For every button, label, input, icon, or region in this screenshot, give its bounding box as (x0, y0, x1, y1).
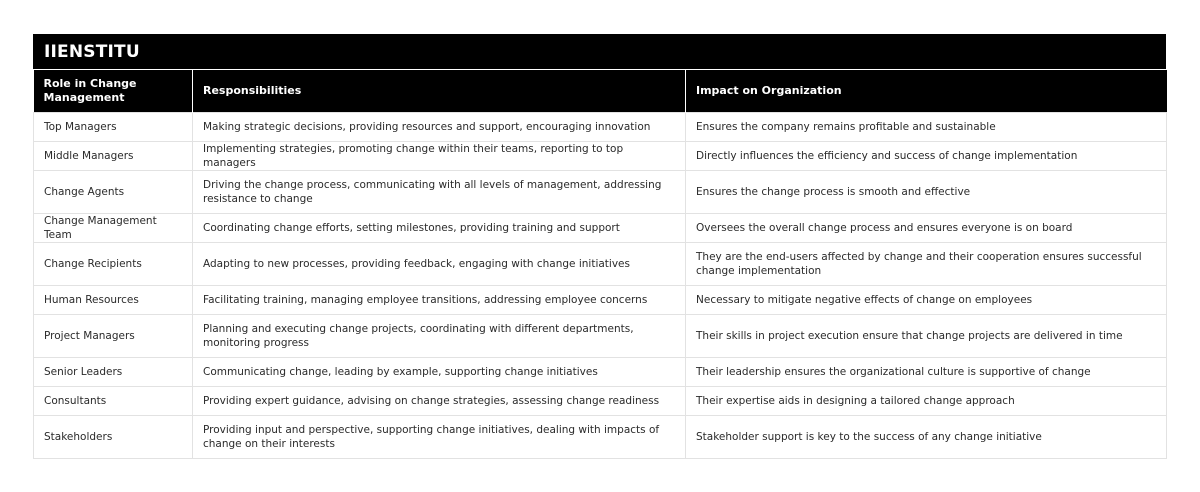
cell-role: Senior Leaders (34, 358, 193, 387)
table-row (34, 315, 1167, 358)
cell-impact: Ensures the change process is smooth and effective (686, 171, 1167, 214)
header-row (34, 70, 1167, 113)
cell-role: Consultants (34, 387, 193, 416)
cell-impact: Their expertise aids in designing a tailored change approach (686, 387, 1167, 416)
header-role: Role in Change Management (34, 70, 193, 113)
cell-responsibilities: Communicating change, leading by example, supporting change initiatives (193, 358, 686, 387)
header-impact: Impact on Organization (686, 70, 1167, 113)
cell-impact: Their leadership ensures the organizational culture is supportive of change (686, 358, 1167, 387)
cell-impact: They are the end-users affected by change and their cooperation ensures successful change implementation (686, 243, 1167, 286)
cell-responsibilities: Driving the change process, communicating with all levels of management, addressing resistance to change (193, 171, 686, 214)
table-row (34, 416, 1167, 459)
cell-role: Change Management Team (34, 214, 193, 243)
table-header (34, 70, 1167, 113)
cell-impact: Oversees the overall change process and ensures everyone is on board (686, 214, 1167, 243)
cell-responsibilities: Facilitating training, managing employee transitions, addressing employee concerns (193, 286, 686, 315)
table-row (34, 243, 1167, 286)
cell-responsibilities: Planning and executing change projects, coordinating with different departments, monitoring progress (193, 315, 686, 358)
table-row (34, 358, 1167, 387)
roles-table (33, 70, 1167, 459)
brand-title-bar (33, 34, 1166, 70)
cell-impact: Ensures the company remains profitable and sustainable (686, 113, 1167, 142)
content-table-wrapper (33, 34, 1166, 459)
cell-impact: Their skills in project execution ensure that change projects are delivered in time (686, 315, 1167, 358)
cell-responsibilities: Providing expert guidance, advising on change strategies, assessing change readiness (193, 387, 686, 416)
cell-role: Stakeholders (34, 416, 193, 459)
cell-role: Middle Managers (34, 142, 193, 171)
table-row (34, 214, 1167, 243)
table-row (34, 113, 1167, 142)
cell-role: Top Managers (34, 113, 193, 142)
cell-responsibilities: Implementing strategies, promoting change within their teams, reporting to top managers (193, 142, 686, 171)
cell-role: Project Managers (34, 315, 193, 358)
header-responsibilities: Responsibilities (193, 70, 686, 113)
cell-impact: Directly influences the efficiency and success of change implementation (686, 142, 1167, 171)
table-row (34, 387, 1167, 416)
cell-responsibilities: Making strategic decisions, providing resources and support, encouraging innovation (193, 113, 686, 142)
cell-responsibilities: Adapting to new processes, providing feedback, engaging with change initiatives (193, 243, 686, 286)
cell-role: Change Agents (34, 171, 193, 214)
cell-impact: Necessary to mitigate negative effects of change on employees (686, 286, 1167, 315)
cell-role: Human Resources (34, 286, 193, 315)
table-body (34, 113, 1167, 459)
table-row (34, 142, 1167, 171)
cell-responsibilities: Coordinating change efforts, setting milestones, providing training and support (193, 214, 686, 243)
cell-role: Change Recipients (34, 243, 193, 286)
table-row (34, 286, 1167, 315)
brand-name: IIENSTITU (44, 41, 140, 62)
cell-impact: Stakeholder support is key to the success of any change initiative (686, 416, 1167, 459)
table-row (34, 171, 1167, 214)
cell-responsibilities: Providing input and perspective, supporting change initiatives, dealing with impacts of change on their interests (193, 416, 686, 459)
